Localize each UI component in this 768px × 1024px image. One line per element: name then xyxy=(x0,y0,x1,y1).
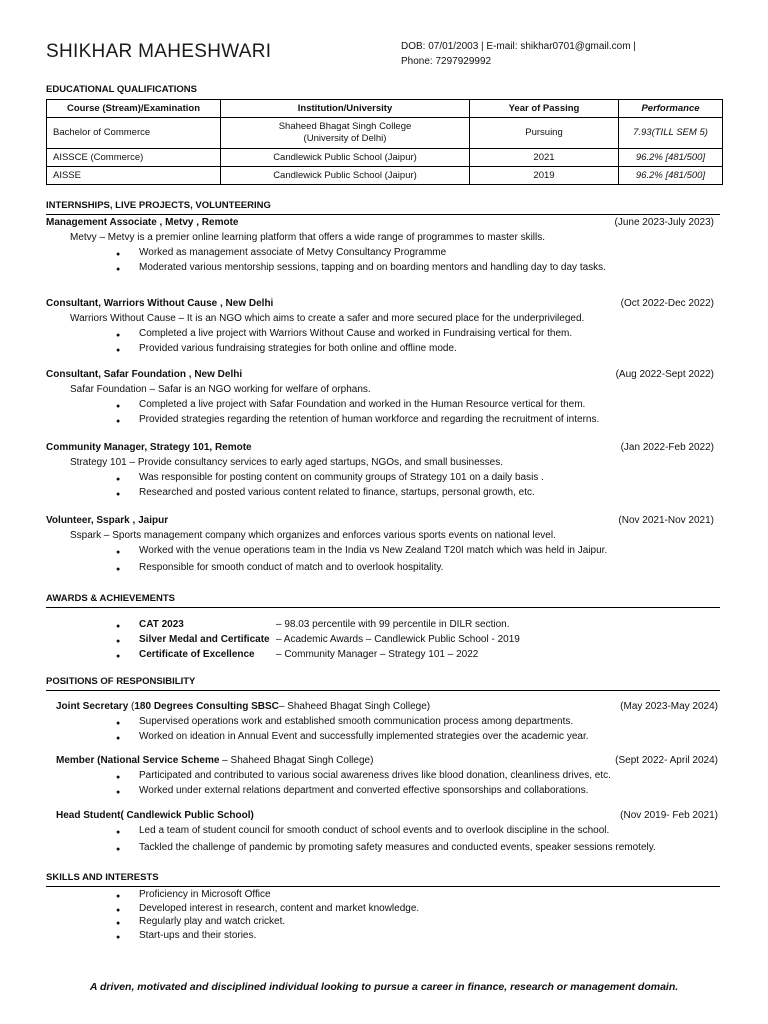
list-item xyxy=(46,634,720,649)
date-range: (Sept 2022- April 2024) xyxy=(615,755,718,766)
candidate-name: SHIKHAR MAHESHWARI xyxy=(46,41,272,62)
date-range: (Nov 2021-Nov 2021) xyxy=(618,515,714,526)
education-heading: EDUCATIONAL QUALIFICATIONS xyxy=(46,84,197,95)
university-name: (University of Delhi) xyxy=(303,133,387,144)
org-description: Warriors Without Cause – It is an NGO which aims to create a safer and more secured place for the underprivileged. xyxy=(70,313,585,324)
list-item: ● Worked with the venue operations team in the India vs New Zealand T20I match which was held in Jaipur. xyxy=(46,545,720,560)
date-range: (Aug 2022-Sept 2022) xyxy=(615,369,714,380)
role-title: Consultant, Safar Foundation , New Delhi xyxy=(46,369,243,380)
position-entry xyxy=(56,810,720,857)
table-header-row xyxy=(47,100,723,118)
education-table xyxy=(46,99,723,185)
list-item: ● Completed a live project with Warriors Without Cause and worked in Fundraising vertical for them. xyxy=(46,328,720,343)
award-detail: – Community Manager – Strategy 101 – 2022 xyxy=(276,649,479,660)
table-row xyxy=(47,118,723,149)
list-item xyxy=(46,649,720,664)
positions-heading: POSITIONS OF RESPONSIBILITY xyxy=(46,676,720,691)
award-name: Certificate of Excellence xyxy=(139,649,255,660)
list-item: ● Developed interest in research, content and market knowledge. xyxy=(46,903,720,917)
table-cell: AISSCE (Commerce) xyxy=(47,149,221,167)
column-header: Year of Passing xyxy=(470,100,619,118)
table-cell: 96.2% [481/500] xyxy=(619,149,723,167)
award-detail: – Academic Awards – Candlewick Public School - 2019 xyxy=(276,634,520,645)
column-header: Course (Stream)/Examination xyxy=(47,100,221,118)
list-item: ● Proficiency in Microsoft Office xyxy=(46,889,720,903)
list-item: ● Worked on ideation in Annual Event and successfully implemented strategies over the academic year. xyxy=(56,731,720,746)
position-title: Joint Secretary (180 Degrees Consulting SBSC– Shaheed Bhagat Singh College) xyxy=(56,701,431,712)
list-item: ● Participated and contributed to various social awareness drives like blood donation, cleanliness drives, etc. xyxy=(56,770,720,785)
list-item: ● Worked as management associate of Metvy Consultancy Programme xyxy=(46,247,720,262)
org-description: Sspark – Sports management company which organizes and enforces various sports events on national level. xyxy=(70,530,556,541)
org-description: Strategy 101 – Provide consultancy services to early aged startups, NGOs, and small businesses. xyxy=(70,457,503,468)
awards-heading: AWARDS & ACHIEVEMENTS xyxy=(46,593,720,608)
role-title: Community Manager, Strategy 101, Remote xyxy=(46,442,252,453)
institution-name: Shaheed Bhagat Singh College xyxy=(278,121,412,133)
list-item: ● Start-ups and their stories. xyxy=(46,930,720,944)
table-row xyxy=(47,149,723,167)
list-item: ● Was responsible for posting content on community groups of Strategy 101 on a daily basis . xyxy=(46,472,720,487)
career-objective: A driven, motivated and disciplined individual looking to pursue a career in finance, research or management domain. xyxy=(89,981,679,993)
role-title: Volunteer, Sspark , Jaipur xyxy=(46,515,169,526)
position-title: Member (National Service Scheme – Shaheed Bhagat Singh College) xyxy=(56,755,374,766)
skills-heading: SKILLS AND INTERESTS xyxy=(46,872,720,887)
position-entry xyxy=(56,755,720,800)
position-entry xyxy=(56,701,720,746)
awards-list xyxy=(46,619,720,664)
column-header: Institution/University xyxy=(221,100,470,118)
experience-entry xyxy=(46,442,720,502)
list-item: ● Responsible for smooth conduct of match and to overlook hospitality. xyxy=(46,562,720,577)
list-item: ● Supervised operations work and established smooth communication process among departments. xyxy=(56,716,720,731)
list-item: ● Completed a live project with Safar Foundation and worked in the Human Resource vertical for them. xyxy=(46,399,720,414)
table-cell: 2019 xyxy=(470,167,619,185)
contact-info xyxy=(401,39,741,69)
table-cell: AISSE xyxy=(47,167,221,185)
list-item: ● Worked under external relations department and converted effective sponsorships and collaborations. xyxy=(56,785,720,800)
award-name: CAT 2023 xyxy=(139,619,184,630)
award-detail: – 98.03 percentile with 99 percentile in DILR section. xyxy=(276,619,510,630)
org-description: Safar Foundation – Safar is an NGO working for welfare of orphans. xyxy=(70,384,371,395)
award-name: Silver Medal and Certificate xyxy=(139,634,270,645)
table-cell: 7.93(TILL SEM 5) xyxy=(619,118,723,149)
list-item: ● Provided strategies regarding the retention of human workforce and regarding the recruitment of interns. xyxy=(46,414,720,429)
internships-heading: INTERNSHIPS, LIVE PROJECTS, VOLUNTEERING xyxy=(46,200,720,215)
list-item: ● Tackled the challenge of pandemic by promoting safety measures and conducted events, speaker sessions remotely. xyxy=(56,842,720,857)
contact-line-2: Phone: 7297929992 xyxy=(401,56,492,67)
date-range: (May 2023-May 2024) xyxy=(620,701,718,712)
experience-entry xyxy=(46,515,720,577)
contact-line-1: DOB: 07/01/2003 | E-mail: shikhar0701@gmail.com | xyxy=(401,41,636,52)
table-cell xyxy=(221,118,470,149)
table-cell: 2021 xyxy=(470,149,619,167)
list-item: ● Provided various fundraising strategies for both online and offline mode. xyxy=(46,343,720,358)
table-row xyxy=(47,167,723,185)
experience-entry xyxy=(46,217,720,277)
table-cell: Pursuing xyxy=(470,118,619,149)
skills-list xyxy=(46,889,720,943)
role-title: Management Associate , Metvy , Remote xyxy=(46,217,239,228)
list-item xyxy=(46,619,720,634)
date-range: (Oct 2022-Dec 2022) xyxy=(620,298,714,309)
table-cell: Candlewick Public School (Jaipur) xyxy=(221,167,470,185)
column-header: Performance xyxy=(619,100,723,118)
table-cell: Bachelor of Commerce xyxy=(47,118,221,149)
position-title: Head Student( Candlewick Public School) xyxy=(56,810,254,821)
org-description: Metvy – Metvy is a premier online learning platform that offers a wide range of programmes to master skills. xyxy=(70,232,546,243)
list-item: ● Regularly play and watch cricket. xyxy=(46,916,720,930)
experience-entry xyxy=(46,369,720,429)
date-range: (June 2023-July 2023) xyxy=(614,217,714,228)
table-cell: Candlewick Public School (Jaipur) xyxy=(221,149,470,167)
list-item: ● Researched and posted various content related to finance, startups, personal growth, etc. xyxy=(46,487,720,502)
experience-entry xyxy=(46,298,720,358)
table-cell: 96.2% [481/500] xyxy=(619,167,723,185)
role-title: Consultant, Warriors Without Cause , New Delhi xyxy=(46,298,274,309)
list-item: ● Moderated various mentorship sessions, tapping and on boarding mentors and handling day to day tasks. xyxy=(46,262,720,277)
list-item: ● Led a team of student council for smooth conduct of school events and to overlook discipline in the school. xyxy=(56,825,720,840)
date-range: (Nov 2019- Feb 2021) xyxy=(620,810,718,821)
date-range: (Jan 2022-Feb 2022) xyxy=(620,442,714,453)
